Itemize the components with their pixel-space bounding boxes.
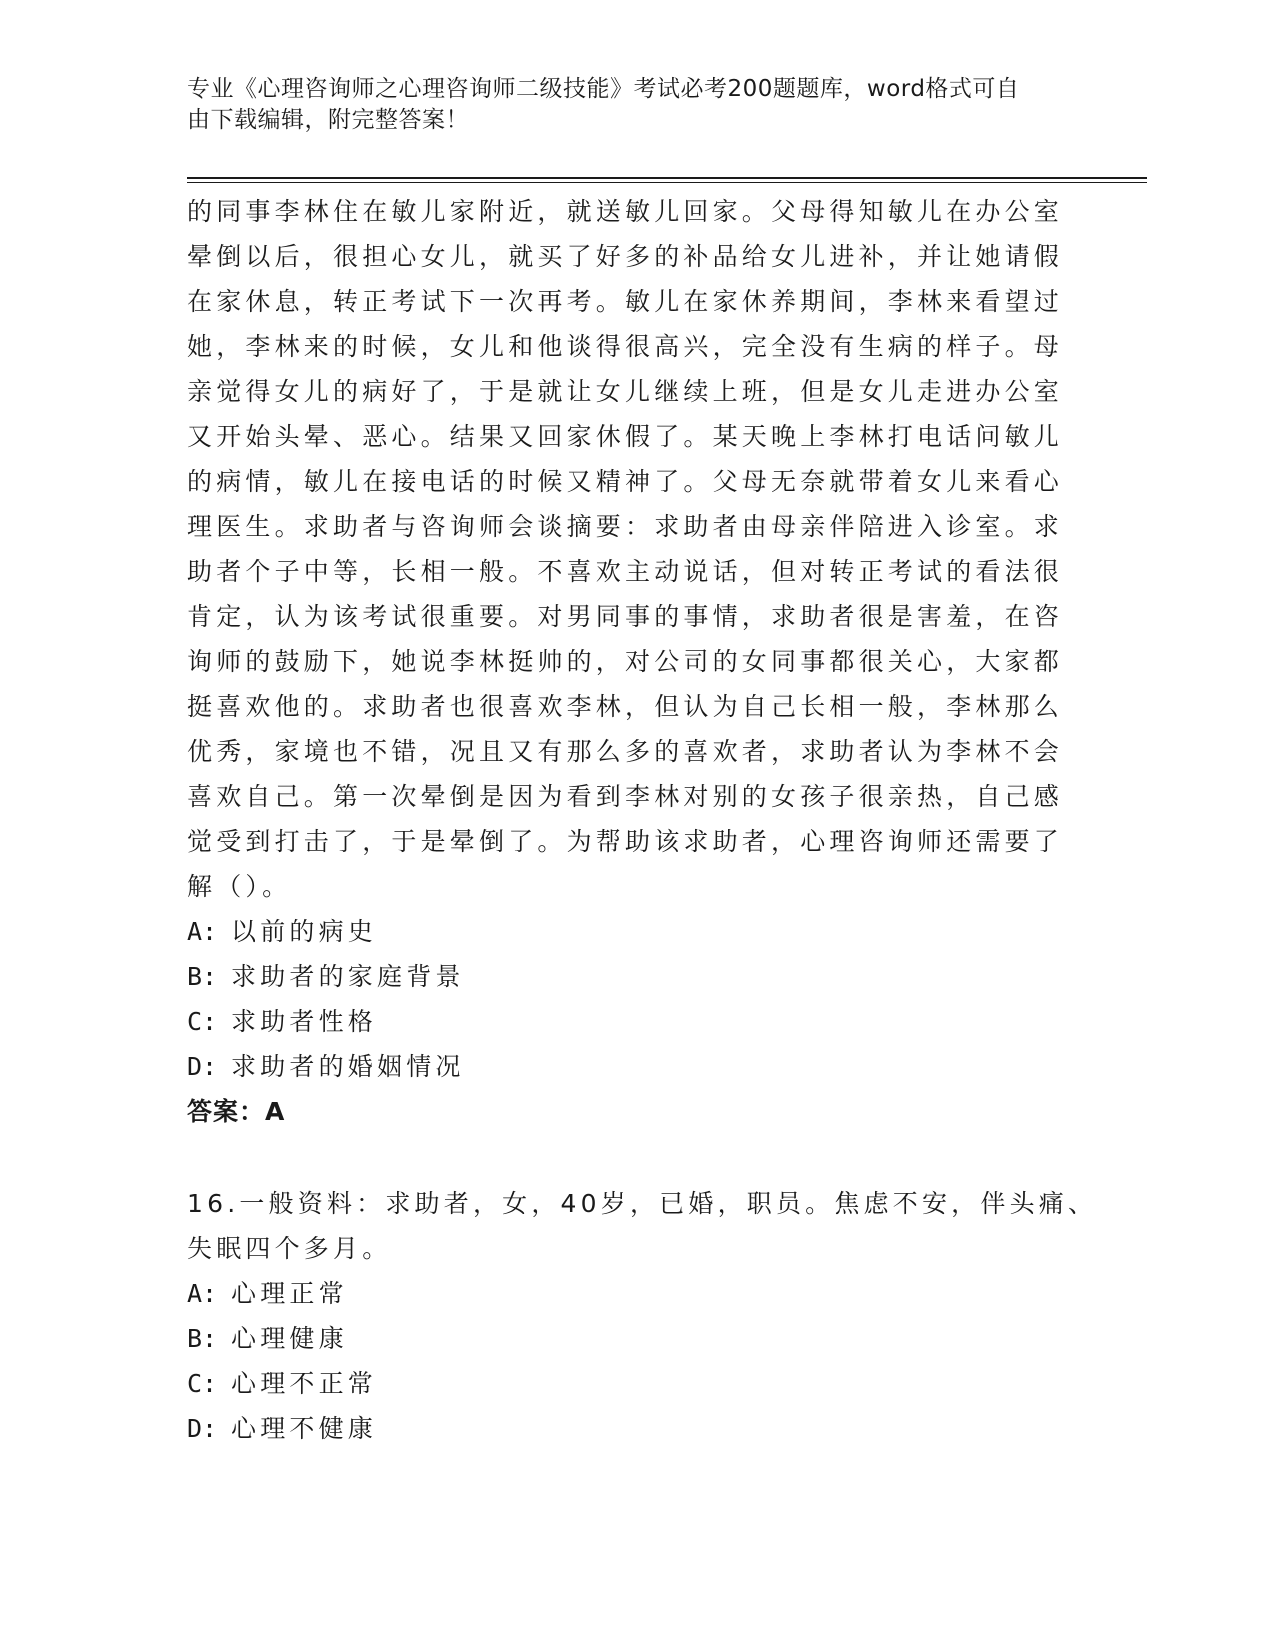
question-text-line: 的病情，敏儿在接电话的时候又精神了。父母无奈就带着女儿来看心 (187, 467, 1064, 496)
question-text-line: 喜欢自己。第一次晕倒是因为看到李林对别的女孩子很亲热，自己感 (187, 782, 1064, 811)
option-d (187, 1044, 1087, 1089)
document-header (187, 74, 1057, 136)
question-text-line: 询师的鼓励下，她说李林挺帅的，对公司的女同事都很关心，大家都 (187, 647, 1064, 676)
option-b (187, 1316, 1087, 1361)
option-c (187, 1361, 1087, 1406)
option-text: 心理正常 (231, 1279, 348, 1308)
option-letter: A: (187, 917, 218, 946)
option-text: 心理不正常 (231, 1369, 378, 1398)
header-title-line-2: 由下载编辑，附完整答案！ (187, 107, 469, 133)
option-letter: D: (187, 1414, 218, 1443)
header-divider-thick (187, 177, 1147, 179)
question-text-line: 的同事李林住在敏儿家附近，就送敏儿回家。父母得知敏儿在办公室 (187, 197, 1064, 226)
question-15-answer: 答案：A (187, 1097, 286, 1126)
question-text-line: 肯定，认为该考试很重要。对男同事的事情，求助者很是害羞，在咨 (187, 602, 1064, 631)
option-text: 求助者的婚姻情况 (231, 1052, 465, 1081)
header-title-line-1: 专业《心理咨询师之心理咨询师二级技能》考试必考200题题库，word格式可自 (187, 76, 1020, 102)
option-letter: A: (187, 1279, 218, 1308)
question-text-line: 优秀，家境也不错，况且又有那么多的喜欢者，求助者认为李林不会 (187, 737, 1064, 766)
question-16-options (187, 1271, 1087, 1451)
question-text-line: 解（）。 (187, 872, 292, 901)
question-text-line: 助者个子中等，长相一般。不喜欢主动说话，但对转正考试的看法很 (187, 557, 1064, 586)
option-text: 心理健康 (231, 1324, 348, 1353)
option-letter: C: (187, 1007, 218, 1036)
question-15-stem (187, 189, 1087, 909)
header-divider-thin (187, 182, 1147, 183)
question-16-stem (187, 1181, 1098, 1271)
question-text-line: 她，李林来的时候，女儿和他谈得很高兴，完全没有生病的样子。母 (187, 332, 1064, 361)
option-text: 心理不健康 (231, 1414, 378, 1443)
question-text-line: 又开始头晕、恶心。结果又回家休假了。某天晚上李林打电话问敏儿 (187, 422, 1064, 451)
question-text-line: 觉受到打击了，于是晕倒了。为帮助该求助者，心理咨询师还需要了 (187, 827, 1064, 856)
question-text-line: 晕倒以后，很担心女儿，就买了好多的补品给女儿进补，并让她请假 (187, 242, 1064, 271)
document-body (187, 189, 1098, 1451)
option-b (187, 954, 1087, 999)
option-a (187, 1271, 1087, 1316)
question-text-line: 在家休息，转正考试下一次再考。敏儿在家休养期间，李林来看望过 (187, 287, 1064, 316)
option-letter: B: (187, 962, 218, 991)
question-15-options (187, 909, 1087, 1089)
question-text-line: 亲觉得女儿的病好了，于是就让女儿继续上班，但是女儿走进办公室 (187, 377, 1064, 406)
question-text-line: 挺喜欢他的。求助者也很喜欢李林，但认为自己长相一般，李林那么 (187, 692, 1064, 721)
question-spacer (187, 1134, 1087, 1181)
question-text-line: 失眠四个多月。 (187, 1234, 392, 1263)
option-letter: D: (187, 1052, 218, 1081)
option-letter: C: (187, 1369, 218, 1398)
option-d (187, 1406, 1087, 1451)
option-a (187, 909, 1087, 954)
option-c (187, 999, 1087, 1044)
question-text-line: 理医生。求助者与咨询师会谈摘要：求助者由母亲伴陪进入诊室。求 (187, 512, 1064, 541)
option-letter: B: (187, 1324, 218, 1353)
option-text: 求助者的家庭背景 (231, 962, 465, 991)
question-text-line: 16.一般资料：求助者，女，40岁，已婚，职员。焦虑不安，伴头痛、 (187, 1189, 1098, 1218)
option-text: 求助者性格 (231, 1007, 378, 1036)
option-text: 以前的病史 (231, 917, 378, 946)
